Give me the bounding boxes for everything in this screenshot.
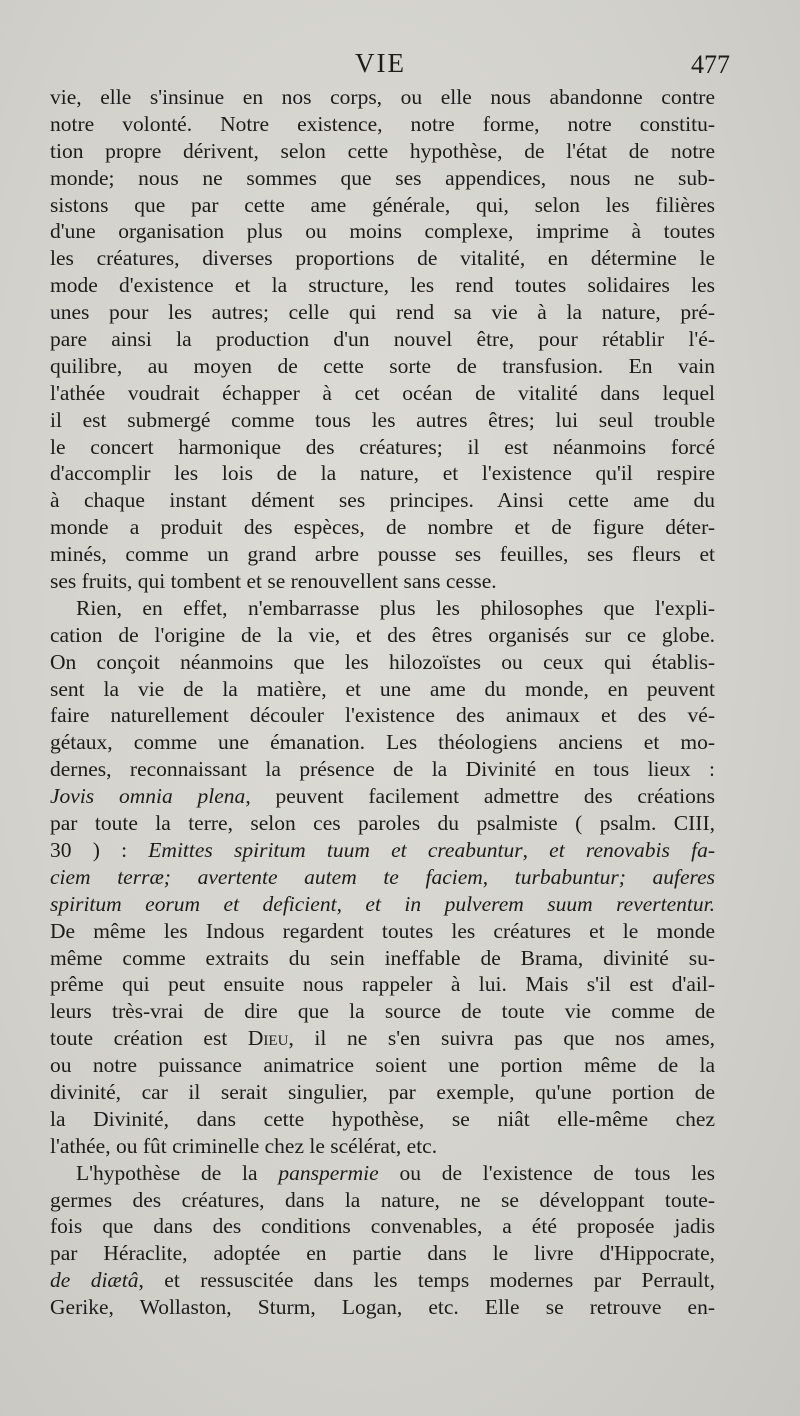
text-span: les créatures, diverses proportions de vitalité, en détermine le bbox=[50, 246, 715, 271]
text-line bbox=[50, 1025, 715, 1052]
italic-text: turbabuntur; auferes bbox=[514, 864, 715, 889]
text-span: l'athée, ou fût criminelle chez le scélérat, etc. bbox=[50, 1133, 438, 1158]
text-span: toute création est bbox=[50, 1026, 248, 1051]
text-span: ou de l'existence de tous les bbox=[378, 1160, 715, 1185]
text-span: pare ainsi la production d'un nouvel être, pour rétablir l'é- bbox=[50, 327, 715, 352]
text-span: à chaque instant dément ses principes. Ainsi cette ame du bbox=[50, 488, 715, 513]
text-line bbox=[50, 810, 715, 837]
text-line bbox=[50, 1213, 715, 1240]
text-line bbox=[50, 1240, 715, 1267]
text-line bbox=[50, 1079, 715, 1106]
text-span: gétaux, comme une émanation. Les théologiens anciens et mo- bbox=[50, 730, 715, 755]
page-body-text bbox=[50, 84, 715, 1321]
text-line bbox=[50, 299, 715, 326]
text-span: ou notre puissance animatrice soient une portion même de la bbox=[50, 1053, 715, 1078]
text-span: le concert harmonique des créatures; il est néanmoins forcé bbox=[50, 434, 715, 459]
text-span: dernes, reconnaissant la présence de la Divinité en tous lieux : bbox=[50, 757, 715, 782]
text-line bbox=[50, 111, 715, 138]
text-span: Gerike, Wollaston, Sturm, Logan, etc. Elle se retrouve en- bbox=[50, 1295, 715, 1320]
italic-text: Emittes spiritum tuum et creabuntur bbox=[148, 837, 523, 862]
text-span: cation de l'origine de la vie, et des êtres organisés sur ce globe. bbox=[50, 622, 715, 647]
paragraph bbox=[50, 595, 715, 1160]
italic-text: et renovabis fa- bbox=[549, 837, 715, 862]
text-span: faire naturellement découler l'existence des animaux et des vé- bbox=[50, 703, 715, 728]
text-span: par toute la terre, selon ces paroles du psalmiste ( psalm. CIII, bbox=[50, 811, 715, 836]
text-line bbox=[50, 84, 715, 111]
text-line bbox=[50, 380, 715, 407]
text-line bbox=[50, 918, 715, 945]
text-span: vie, elle s'insinue en nos corps, ou elle nous abandonne contre bbox=[50, 85, 715, 109]
text-span: , peuvent facilement admettre des créations bbox=[245, 784, 715, 809]
text-span: , bbox=[336, 891, 366, 916]
text-line bbox=[50, 864, 715, 891]
text-span: De même les Indous regardent toutes les créatures et le monde bbox=[50, 918, 715, 943]
text-span: leurs très-vrai de dire que la source de toute vie comme de bbox=[50, 999, 715, 1024]
text-line bbox=[50, 272, 715, 299]
text-span: notre volonté. Notre existence, notre forme, notre constitu- bbox=[50, 111, 715, 136]
text-span: L'hypothèse de la bbox=[76, 1160, 279, 1185]
text-span: sent la vie de la matière, et une ame du monde, en peuvent bbox=[50, 676, 715, 701]
text-span: d'une organisation plus ou moins complexe, imprime à toutes bbox=[50, 219, 715, 244]
page-header bbox=[0, 48, 800, 82]
text-line bbox=[50, 407, 715, 434]
text-span: prême qui peut ensuite nous rappeler à lui. Mais s'il est d'ail- bbox=[50, 972, 715, 997]
text-line bbox=[50, 245, 715, 272]
italic-text: panspermie bbox=[278, 1160, 379, 1185]
text-span: la Divinité, dans cette hypothèse, se niât elle-même chez bbox=[50, 1106, 715, 1131]
text-span: On conçoit néanmoins que les hilozoïstes ou ceux qui établis- bbox=[50, 649, 715, 674]
text-line bbox=[50, 1106, 715, 1133]
text-span: sistons que par cette ame générale, qui, selon les filières bbox=[50, 192, 715, 217]
text-line bbox=[50, 1187, 715, 1214]
text-line bbox=[50, 622, 715, 649]
text-span: quilibre, au moyen de cette sorte de transfusion. En vain bbox=[50, 353, 715, 378]
text-line bbox=[50, 837, 715, 864]
text-line bbox=[50, 783, 715, 810]
text-span: , bbox=[482, 864, 515, 889]
text-span: ses fruits, qui tombent et se renouvellent sans cesse. bbox=[50, 569, 497, 594]
text-line bbox=[50, 1052, 715, 1079]
text-line bbox=[50, 541, 715, 568]
text-line bbox=[50, 218, 715, 245]
italic-text: ciem terræ; avertente autem te faciem bbox=[50, 864, 483, 889]
italic-text: de diætâ bbox=[50, 1268, 139, 1293]
text-span: , et ressuscitée dans les temps modernes par Perrault, bbox=[138, 1268, 715, 1293]
text-span: minés, comme un grand arbre pousse ses feuilles, ses fleurs et bbox=[50, 542, 715, 567]
text-line bbox=[50, 649, 715, 676]
italic-text: spiritum eorum et deficient bbox=[50, 891, 337, 916]
text-line bbox=[50, 138, 715, 165]
text-line bbox=[50, 595, 715, 622]
text-line bbox=[50, 1133, 715, 1160]
text-line bbox=[50, 945, 715, 972]
text-span: , il ne s'en suivra pas que nos ames, bbox=[288, 1026, 716, 1051]
text-line bbox=[50, 1294, 715, 1321]
text-span: Rien, en effet, n'embarrasse plus les philosophes que l'expli- bbox=[76, 595, 715, 620]
text-span: , bbox=[522, 837, 550, 862]
text-line bbox=[50, 165, 715, 192]
text-line bbox=[50, 1267, 715, 1294]
text-span: il est submergé comme tous les autres êtres; lui seul trouble bbox=[50, 407, 715, 432]
page-number: 477 bbox=[691, 50, 730, 79]
text-span: par Héraclite, adoptée en partie dans le livre d'Hippocrate, bbox=[50, 1241, 715, 1266]
text-span: divinité, car il serait singulier, par exemple, qu'une portion de bbox=[50, 1079, 715, 1104]
text-line bbox=[50, 729, 715, 756]
text-span: germes des créatures, dans la nature, ne se développant toute- bbox=[50, 1187, 715, 1212]
text-line bbox=[50, 460, 715, 487]
text-line bbox=[50, 514, 715, 541]
paragraph bbox=[50, 84, 715, 595]
text-line bbox=[50, 434, 715, 461]
text-span: mode d'existence et la structure, les rend toutes solidaires les bbox=[50, 273, 715, 298]
text-span: même comme extraits du sein ineffable de Brama, divinité su- bbox=[50, 945, 715, 970]
text-span: monde a produit des espèces, de nombre et de figure déter- bbox=[50, 515, 715, 540]
text-line bbox=[50, 487, 715, 514]
text-line bbox=[50, 756, 715, 783]
text-line bbox=[50, 192, 715, 219]
italic-text: et in pulverem suum revertentur. bbox=[365, 891, 716, 916]
text-line bbox=[50, 568, 715, 595]
text-span: 30 ) : bbox=[50, 837, 149, 862]
text-span: monde; nous ne sommes que ses appendices, nous ne sub- bbox=[50, 165, 715, 190]
text-line bbox=[50, 326, 715, 353]
text-line bbox=[50, 998, 715, 1025]
text-line bbox=[50, 971, 715, 998]
text-line bbox=[50, 676, 715, 703]
text-span: unes pour les autres; celle qui rend sa vie à la nature, pré- bbox=[50, 300, 715, 325]
small-caps-text: Dieu bbox=[247, 1026, 289, 1051]
text-line bbox=[50, 353, 715, 380]
text-span: tion propre dérivent, selon cette hypothèse, de l'état de notre bbox=[50, 138, 715, 163]
running-title: VIE bbox=[355, 48, 406, 78]
text-span: fois que dans des conditions convenables, a été proposée jadis bbox=[50, 1214, 715, 1239]
text-line bbox=[50, 1160, 715, 1187]
text-span: d'accomplir les lois de la nature, et l'existence qu'il respire bbox=[50, 461, 715, 486]
text-span: l'athée voudrait échapper à cet océan de vitalité dans lequel bbox=[50, 380, 715, 405]
italic-text: Jovis omnia plena bbox=[50, 784, 246, 809]
text-line bbox=[50, 891, 715, 918]
text-line bbox=[50, 702, 715, 729]
paragraph bbox=[50, 1160, 715, 1321]
